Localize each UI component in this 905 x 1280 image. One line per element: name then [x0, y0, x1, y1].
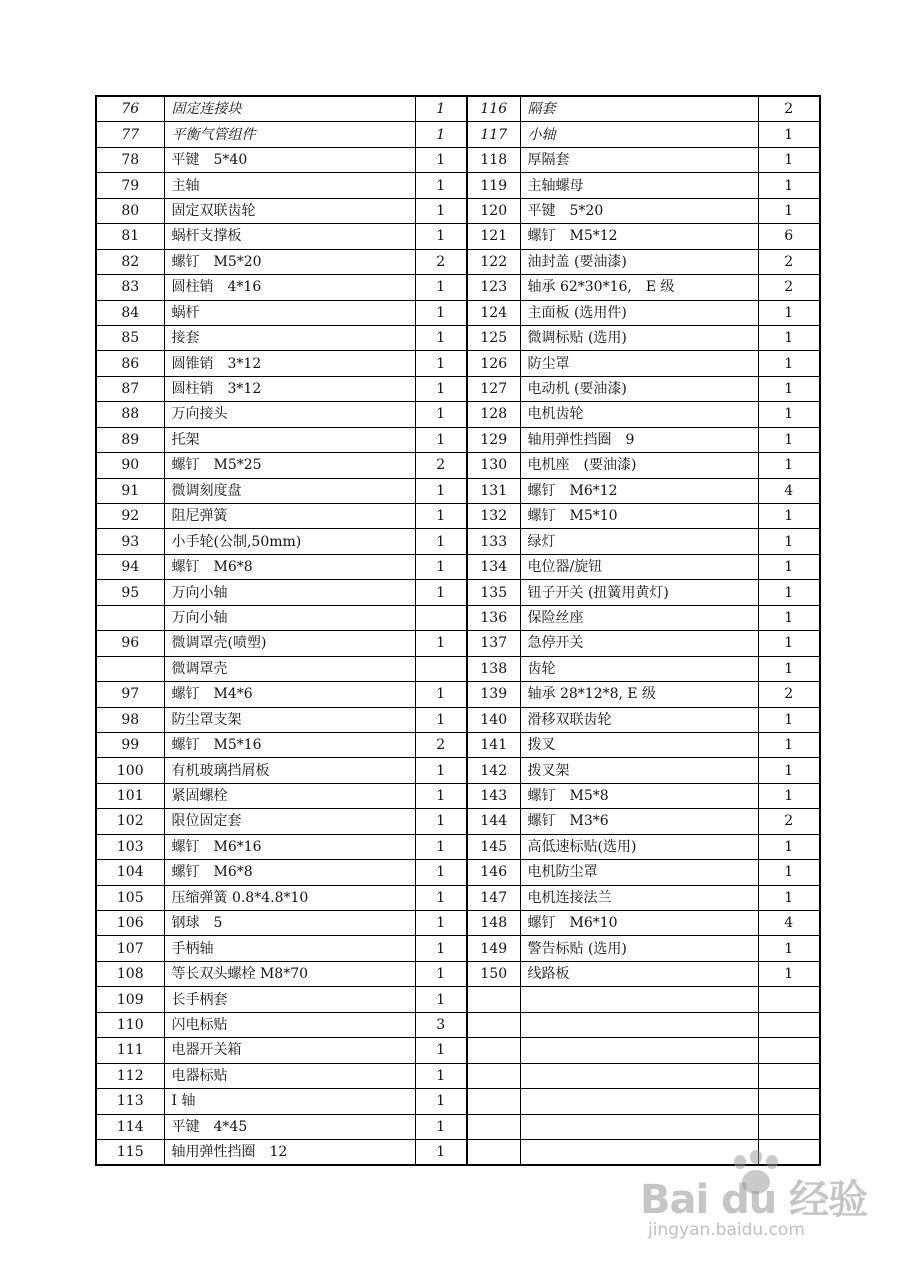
right-part-quantity: 4	[758, 478, 820, 503]
right-part-number: 145	[467, 834, 520, 859]
right-part-name: 轴承 28*12*8, E 级	[520, 682, 758, 707]
right-part-quantity: 1	[758, 376, 820, 401]
right-part-name	[520, 1089, 758, 1114]
left-part-number: 115	[96, 1139, 164, 1165]
right-part-quantity: 1	[758, 936, 820, 961]
right-part-name: 螺钉 M5*12	[520, 224, 758, 249]
left-part-quantity: 1	[415, 987, 467, 1012]
left-part-number: 95	[96, 580, 164, 605]
left-part-quantity: 1	[415, 885, 467, 910]
left-part-number	[96, 605, 164, 630]
table-row	[96, 580, 820, 605]
watermark-url: jingyan.baidu.com	[648, 1220, 805, 1240]
right-part-name: 螺钉 M5*8	[520, 783, 758, 808]
right-part-name: 保险丝座	[520, 605, 758, 630]
left-part-number: 105	[96, 885, 164, 910]
right-part-number: 128	[467, 402, 520, 427]
left-part-name: 蜗杆支撑板	[164, 224, 415, 249]
left-part-quantity: 1	[415, 1089, 467, 1114]
left-part-name: I 轴	[164, 1089, 415, 1114]
left-part-number: 111	[96, 1038, 164, 1063]
right-part-quantity: 1	[758, 325, 820, 350]
table-row	[96, 122, 820, 147]
table-row	[96, 885, 820, 910]
right-part-number: 148	[467, 911, 520, 936]
right-part-quantity: 1	[758, 198, 820, 223]
table-row	[96, 96, 820, 122]
left-part-quantity: 1	[415, 402, 467, 427]
left-part-name: 平键 5*40	[164, 147, 415, 172]
right-part-number: 134	[467, 554, 520, 579]
right-part-quantity: 1	[758, 122, 820, 147]
right-part-name: 微调标贴 (选用)	[520, 325, 758, 350]
right-part-number: 131	[467, 478, 520, 503]
left-part-quantity: 1	[415, 1139, 467, 1165]
right-part-quantity: 2	[758, 809, 820, 834]
right-part-name: 电动机 (要油漆)	[520, 376, 758, 401]
parts-list-body	[96, 96, 820, 1165]
left-part-quantity: 3	[415, 1012, 467, 1037]
right-part-quantity	[758, 1089, 820, 1114]
table-row	[96, 504, 820, 529]
right-part-number: 146	[467, 860, 520, 885]
left-part-number: 89	[96, 427, 164, 452]
left-part-name: 手柄轴	[164, 936, 415, 961]
table-row	[96, 783, 820, 808]
table-row	[96, 198, 820, 223]
left-part-number: 83	[96, 275, 164, 300]
left-part-quantity: 1	[415, 580, 467, 605]
right-part-name: 高低速标贴(选用)	[520, 834, 758, 859]
left-part-quantity: 1	[415, 961, 467, 986]
left-part-quantity: 1	[415, 224, 467, 249]
left-part-number: 113	[96, 1089, 164, 1114]
left-part-name: 固定双联齿轮	[164, 198, 415, 223]
left-part-name: 电器开关箱	[164, 1038, 415, 1063]
left-part-quantity: 1	[415, 911, 467, 936]
right-part-number: 130	[467, 453, 520, 478]
left-part-quantity: 2	[415, 249, 467, 274]
table-row	[96, 147, 820, 172]
left-part-quantity: 2	[415, 453, 467, 478]
table-row	[96, 834, 820, 859]
table-row	[96, 682, 820, 707]
table-row	[96, 300, 820, 325]
right-part-quantity: 1	[758, 631, 820, 656]
watermark-brand: Bai du 经验	[640, 1177, 868, 1223]
right-part-name: 齿轮	[520, 656, 758, 681]
right-part-quantity: 1	[758, 834, 820, 859]
table-row	[96, 1063, 820, 1088]
right-part-number	[467, 1038, 520, 1063]
right-part-quantity: 2	[758, 682, 820, 707]
left-part-quantity	[415, 656, 467, 681]
left-part-number: 102	[96, 809, 164, 834]
right-part-name: 钮子开关 (扭簧用黄灯)	[520, 580, 758, 605]
left-part-quantity: 1	[415, 198, 467, 223]
table-row	[96, 809, 820, 834]
table-row	[96, 529, 820, 554]
left-part-name: 微调刻度盘	[164, 478, 415, 503]
right-part-number: 119	[467, 173, 520, 198]
left-part-name: 轴用弹性挡圈 12	[164, 1139, 415, 1165]
right-part-number: 147	[467, 885, 520, 910]
right-part-quantity: 1	[758, 860, 820, 885]
right-part-name: 螺钉 M5*10	[520, 504, 758, 529]
left-part-name: 万向小轴	[164, 580, 415, 605]
right-part-name: 平键 5*20	[520, 198, 758, 223]
left-part-number: 81	[96, 224, 164, 249]
right-part-quantity	[758, 1012, 820, 1037]
left-part-name: 阻尼弹簧	[164, 504, 415, 529]
left-part-name: 长手柄套	[164, 987, 415, 1012]
right-part-number: 117	[467, 122, 520, 147]
right-part-quantity: 6	[758, 224, 820, 249]
left-part-number: 101	[96, 783, 164, 808]
left-part-number: 93	[96, 529, 164, 554]
table-row	[96, 656, 820, 681]
right-part-number: 124	[467, 300, 520, 325]
right-part-quantity: 2	[758, 275, 820, 300]
left-part-number: 112	[96, 1063, 164, 1088]
right-part-quantity: 1	[758, 758, 820, 783]
right-part-number	[467, 987, 520, 1012]
left-part-name: 钢球 5	[164, 911, 415, 936]
right-part-number: 143	[467, 783, 520, 808]
left-part-number	[96, 656, 164, 681]
left-part-number: 103	[96, 834, 164, 859]
left-part-number: 86	[96, 351, 164, 376]
right-part-name: 隔套	[520, 96, 758, 122]
left-part-quantity: 1	[415, 1038, 467, 1063]
right-part-name: 电机防尘罩	[520, 860, 758, 885]
right-part-name: 急停开关	[520, 631, 758, 656]
right-part-number: 144	[467, 809, 520, 834]
left-part-number: 97	[96, 682, 164, 707]
left-part-name: 小手轮(公制,50mm)	[164, 529, 415, 554]
right-part-number: 129	[467, 427, 520, 452]
right-part-number: 126	[467, 351, 520, 376]
right-part-quantity: 1	[758, 605, 820, 630]
left-part-quantity: 1	[415, 147, 467, 172]
left-part-number: 84	[96, 300, 164, 325]
table-row	[96, 911, 820, 936]
right-part-number: 135	[467, 580, 520, 605]
left-part-quantity: 1	[415, 122, 467, 147]
left-part-name: 圆柱销 3*12	[164, 376, 415, 401]
right-part-quantity: 1	[758, 732, 820, 757]
left-part-quantity: 1	[415, 325, 467, 350]
left-part-name: 平键 4*45	[164, 1114, 415, 1139]
right-part-number: 127	[467, 376, 520, 401]
left-part-name: 螺钉 M5*25	[164, 453, 415, 478]
left-part-name: 电器标贴	[164, 1063, 415, 1088]
right-part-quantity: 1	[758, 554, 820, 579]
right-part-quantity: 1	[758, 402, 820, 427]
left-part-name: 万向小轴	[164, 605, 415, 630]
left-part-name: 紧固螺栓	[164, 783, 415, 808]
right-part-number	[467, 1139, 520, 1165]
right-part-number	[467, 1114, 520, 1139]
left-part-name: 蜗杆	[164, 300, 415, 325]
right-part-quantity: 1	[758, 783, 820, 808]
left-part-name: 万向接头	[164, 402, 415, 427]
right-part-name: 电机连接法兰	[520, 885, 758, 910]
right-part-number: 116	[467, 96, 520, 122]
left-part-number: 107	[96, 936, 164, 961]
right-part-quantity: 4	[758, 911, 820, 936]
left-part-name: 接套	[164, 325, 415, 350]
right-part-name: 滑移双联齿轮	[520, 707, 758, 732]
right-part-number: 140	[467, 707, 520, 732]
left-part-quantity: 1	[415, 427, 467, 452]
right-part-quantity: 1	[758, 173, 820, 198]
table-row	[96, 325, 820, 350]
right-part-quantity: 1	[758, 147, 820, 172]
left-part-number: 77	[96, 122, 164, 147]
left-part-number: 79	[96, 173, 164, 198]
right-part-name: 厚隔套	[520, 147, 758, 172]
table-row	[96, 758, 820, 783]
left-part-quantity: 1	[415, 478, 467, 503]
left-part-name: 有机玻璃挡屑板	[164, 758, 415, 783]
table-row	[96, 351, 820, 376]
left-part-number: 106	[96, 911, 164, 936]
right-part-quantity: 1	[758, 656, 820, 681]
right-part-quantity: 2	[758, 249, 820, 274]
right-part-name	[520, 1038, 758, 1063]
left-part-name: 微调罩壳(喷塑)	[164, 631, 415, 656]
right-part-number	[467, 1089, 520, 1114]
left-part-number: 92	[96, 504, 164, 529]
left-part-name: 微调罩壳	[164, 656, 415, 681]
right-part-number: 121	[467, 224, 520, 249]
left-part-number: 90	[96, 453, 164, 478]
right-part-number: 138	[467, 656, 520, 681]
table-row	[96, 478, 820, 503]
left-part-quantity: 1	[415, 275, 467, 300]
left-part-name: 螺钉 M5*16	[164, 732, 415, 757]
right-part-quantity: 2	[758, 96, 820, 122]
right-part-number	[467, 1012, 520, 1037]
left-part-name: 螺钉 M6*8	[164, 554, 415, 579]
left-part-number: 80	[96, 198, 164, 223]
table-row	[96, 1012, 820, 1037]
right-part-name: 拨叉架	[520, 758, 758, 783]
left-part-number: 82	[96, 249, 164, 274]
right-part-name: 螺钉 M6*12	[520, 478, 758, 503]
left-part-name: 托架	[164, 427, 415, 452]
left-part-number: 104	[96, 860, 164, 885]
right-part-name: 轴承 62*30*16, E 级	[520, 275, 758, 300]
left-part-quantity: 1	[415, 834, 467, 859]
table-row	[96, 860, 820, 885]
left-part-name: 螺钉 M6*16	[164, 834, 415, 859]
table-row	[96, 402, 820, 427]
right-part-name: 警告标贴 (选用)	[520, 936, 758, 961]
right-part-number: 141	[467, 732, 520, 757]
left-part-name: 固定连接块	[164, 96, 415, 122]
table-row	[96, 376, 820, 401]
right-part-name: 电机座 (要油漆)	[520, 453, 758, 478]
left-part-number: 114	[96, 1114, 164, 1139]
right-part-name	[520, 1114, 758, 1139]
left-part-number: 78	[96, 147, 164, 172]
right-part-number: 142	[467, 758, 520, 783]
left-part-name: 限位固定套	[164, 809, 415, 834]
right-part-name: 防尘罩	[520, 351, 758, 376]
table-row	[96, 605, 820, 630]
right-part-number	[467, 1063, 520, 1088]
right-part-number: 123	[467, 275, 520, 300]
right-part-name	[520, 987, 758, 1012]
right-part-name: 电位器/旋钮	[520, 554, 758, 579]
left-part-name: 平衡气管组件	[164, 122, 415, 147]
left-part-number: 98	[96, 707, 164, 732]
right-part-number: 125	[467, 325, 520, 350]
right-part-number: 122	[467, 249, 520, 274]
right-part-name: 电机齿轮	[520, 402, 758, 427]
left-part-quantity: 1	[415, 631, 467, 656]
left-part-quantity: 1	[415, 351, 467, 376]
baidu-jingyan-watermark	[630, 1150, 870, 1260]
right-part-name: 拨叉	[520, 732, 758, 757]
right-part-quantity	[758, 987, 820, 1012]
right-part-number: 150	[467, 961, 520, 986]
right-part-number: 132	[467, 504, 520, 529]
right-part-name	[520, 1012, 758, 1037]
table-row	[96, 275, 820, 300]
left-part-name: 闪电标贴	[164, 1012, 415, 1037]
left-part-quantity: 1	[415, 1063, 467, 1088]
right-part-quantity: 1	[758, 580, 820, 605]
left-part-quantity: 1	[415, 554, 467, 579]
left-part-name: 压缩弹簧 0.8*4.8*10	[164, 885, 415, 910]
left-part-number: 85	[96, 325, 164, 350]
right-part-quantity: 1	[758, 453, 820, 478]
left-part-quantity	[415, 605, 467, 630]
left-part-quantity: 1	[415, 860, 467, 885]
right-part-number: 136	[467, 605, 520, 630]
left-part-name: 防尘罩支架	[164, 707, 415, 732]
table-row	[96, 1114, 820, 1139]
left-part-name: 圆锥销 3*12	[164, 351, 415, 376]
table-row	[96, 631, 820, 656]
left-part-name: 等长双头螺栓 M8*70	[164, 961, 415, 986]
table-row	[96, 961, 820, 986]
left-part-number: 87	[96, 376, 164, 401]
right-part-number: 137	[467, 631, 520, 656]
right-part-number: 118	[467, 147, 520, 172]
table-row	[96, 936, 820, 961]
left-part-quantity: 1	[415, 758, 467, 783]
right-part-quantity: 1	[758, 351, 820, 376]
right-part-name: 螺钉 M6*10	[520, 911, 758, 936]
table-row	[96, 1038, 820, 1063]
table-row	[96, 453, 820, 478]
right-part-quantity: 1	[758, 504, 820, 529]
left-part-quantity: 2	[415, 732, 467, 757]
right-part-name: 绿灯	[520, 529, 758, 554]
parts-list-table	[95, 95, 821, 1166]
left-part-quantity: 1	[415, 682, 467, 707]
left-part-number: 110	[96, 1012, 164, 1037]
left-part-quantity: 1	[415, 376, 467, 401]
right-part-quantity: 1	[758, 529, 820, 554]
right-part-quantity: 1	[758, 885, 820, 910]
left-part-name: 螺钉 M6*8	[164, 860, 415, 885]
table-row	[96, 427, 820, 452]
table-row	[96, 173, 820, 198]
left-part-number: 100	[96, 758, 164, 783]
right-part-name: 主面板 (选用件)	[520, 300, 758, 325]
left-part-number: 109	[96, 987, 164, 1012]
right-part-quantity: 1	[758, 961, 820, 986]
right-part-name: 轴用弹性挡圈 9	[520, 427, 758, 452]
left-part-quantity: 1	[415, 504, 467, 529]
left-part-quantity: 1	[415, 529, 467, 554]
right-part-quantity: 1	[758, 300, 820, 325]
left-part-number: 88	[96, 402, 164, 427]
right-part-name	[520, 1063, 758, 1088]
table-row	[96, 732, 820, 757]
table-row	[96, 554, 820, 579]
right-part-name: 油封盖 (要油漆)	[520, 249, 758, 274]
right-part-name: 主轴螺母	[520, 173, 758, 198]
left-part-name: 主轴	[164, 173, 415, 198]
left-part-number: 94	[96, 554, 164, 579]
table-row	[96, 987, 820, 1012]
left-part-number: 76	[96, 96, 164, 122]
table-row	[96, 707, 820, 732]
left-part-quantity: 1	[415, 96, 467, 122]
right-part-name: 小轴	[520, 122, 758, 147]
left-part-name: 螺钉 M5*20	[164, 249, 415, 274]
left-part-number: 108	[96, 961, 164, 986]
left-part-quantity: 1	[415, 1114, 467, 1139]
table-row	[96, 224, 820, 249]
right-part-number: 133	[467, 529, 520, 554]
left-part-number: 96	[96, 631, 164, 656]
right-part-quantity	[758, 1038, 820, 1063]
right-part-quantity	[758, 1114, 820, 1139]
right-part-quantity: 1	[758, 427, 820, 452]
left-part-name: 螺钉 M4*6	[164, 682, 415, 707]
left-part-number: 91	[96, 478, 164, 503]
left-part-quantity: 1	[415, 173, 467, 198]
left-part-quantity: 1	[415, 783, 467, 808]
left-part-name: 圆柱销 4*16	[164, 275, 415, 300]
left-part-quantity: 1	[415, 300, 467, 325]
left-part-quantity: 1	[415, 809, 467, 834]
left-part-quantity: 1	[415, 936, 467, 961]
right-part-number: 149	[467, 936, 520, 961]
table-row	[96, 1089, 820, 1114]
right-part-number: 120	[467, 198, 520, 223]
right-part-quantity: 1	[758, 707, 820, 732]
right-part-name: 线路板	[520, 961, 758, 986]
table-row	[96, 249, 820, 274]
left-part-number: 99	[96, 732, 164, 757]
right-part-number: 139	[467, 682, 520, 707]
right-part-name: 螺钉 M3*6	[520, 809, 758, 834]
left-part-quantity: 1	[415, 707, 467, 732]
right-part-quantity	[758, 1063, 820, 1088]
